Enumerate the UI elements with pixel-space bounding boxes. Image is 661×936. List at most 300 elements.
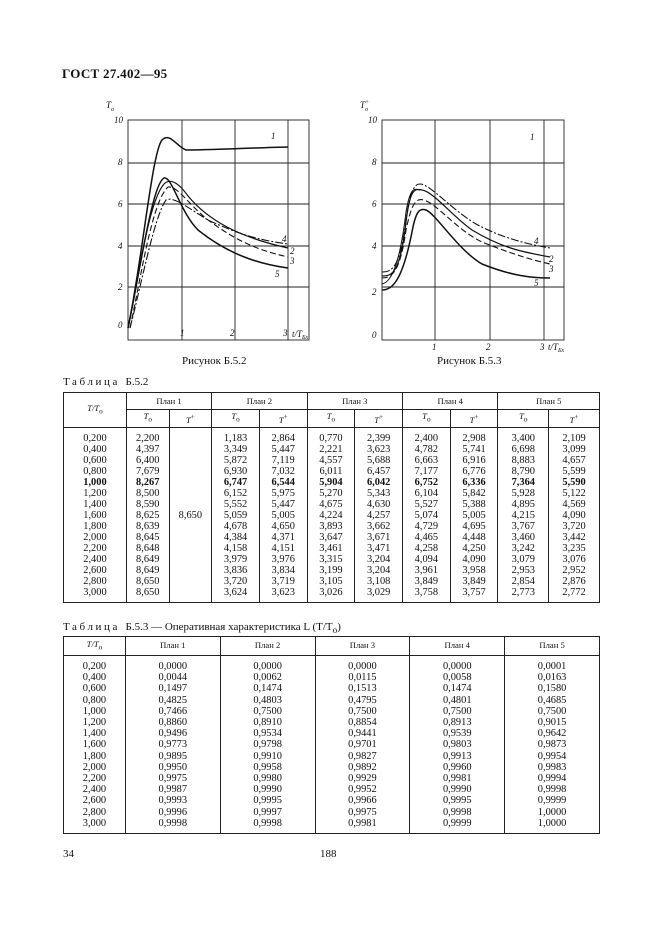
table-cell: 2,854 (511, 576, 535, 587)
table-cell: 0,9981 (442, 773, 472, 785)
curve-label-1: 1 (530, 132, 535, 142)
table-cell: 6,104 (414, 488, 439, 499)
table-cell: 5,122 (562, 488, 586, 499)
table-cell: 4,630 (366, 499, 391, 510)
y-tick: 10 (368, 115, 377, 125)
table-cell: 4,258 (414, 543, 439, 554)
table-cell: 2,800 (83, 576, 107, 587)
plan-header: План 4 (403, 393, 498, 410)
table-cell: 2,864 (271, 433, 295, 444)
col-plan1-to (126, 428, 169, 603)
table-cell: 0,9998 (158, 817, 188, 829)
table-cell: 4,090 (462, 554, 486, 565)
table-cell: 3,029 (366, 587, 391, 598)
col-plan1 (125, 656, 220, 834)
table-cell: 0,9441 (348, 728, 377, 740)
table-cell: 0,1497 (158, 683, 188, 695)
table-cell: 0,9642 (537, 728, 567, 740)
table-cell: 1,000 (83, 477, 107, 488)
table-cell: 0,800 (83, 466, 107, 477)
table-cell: 0,800 (82, 694, 107, 706)
table-cell: 0,9701 (348, 739, 377, 751)
table-cell: 6,663 (414, 455, 439, 466)
curve-5 (382, 209, 550, 290)
plan-header: План 3 (315, 637, 410, 656)
table-cell: 0,1580 (537, 683, 567, 695)
y-tick: 8 (118, 157, 123, 167)
table-cell: 8,649 (136, 554, 160, 565)
table-cell: 0,9990 (253, 784, 282, 796)
table-cell: 0,9873 (537, 739, 567, 751)
table-cell: 7,364 (511, 477, 535, 488)
table-cell: 0,4795 (348, 694, 377, 706)
table-cell: 3,079 (511, 554, 535, 565)
table-cell: 0,8910 (253, 717, 282, 729)
table-cell: 0,0000 (442, 661, 472, 672)
table-cell: 3,099 (562, 444, 586, 455)
col-plan4 (410, 656, 505, 834)
table-cell: 4,678 (223, 521, 248, 532)
col-x (64, 428, 127, 603)
table-cell: 2,400 (414, 433, 439, 444)
table-cell: 3,719 (271, 576, 295, 587)
table-cell: 0,9954 (537, 750, 567, 762)
y-tick: 2 (118, 282, 123, 292)
table-cell: 4,557 (319, 455, 343, 466)
plan-header: План 3 (307, 393, 402, 410)
figure-b53-curves (382, 184, 550, 290)
table-cell: 6,336 (462, 477, 486, 488)
table-cell: 7,119 (271, 455, 295, 466)
table-cell: 0,9998 (253, 817, 282, 829)
table-cell: 0,4825 (158, 694, 188, 706)
row-header: $T/T_о$ (64, 393, 127, 428)
table-cell: 2,200 (136, 433, 160, 444)
table-cell: 8,267 (136, 477, 160, 488)
table-cell: 2,600 (82, 795, 107, 807)
table-cell: 4,448 (462, 532, 486, 543)
table-cell: 3,647 (319, 532, 343, 543)
table-cell: 3,624 (223, 587, 248, 598)
table-cell: 0,9929 (348, 773, 377, 785)
plan-header: План 5 (498, 393, 600, 410)
table-cell: 3,400 (511, 433, 535, 444)
y-tick: 4 (372, 241, 377, 251)
page-number-left: 34 (63, 848, 74, 860)
curve-label-3: 3 (549, 264, 554, 274)
table-cell: 3,623 (271, 587, 295, 598)
table-cell: 4,224 (319, 510, 343, 521)
table-cell: 0,600 (83, 455, 107, 466)
table-cell: 5,005 (462, 510, 486, 521)
table-cell: 0,9895 (158, 750, 188, 762)
curve-2 (382, 189, 550, 276)
curve-label-1: 1 (271, 131, 276, 141)
plan-header: План 1 (126, 393, 211, 410)
table-cell: 0,9975 (158, 773, 188, 785)
table-cell: 0,200 (83, 433, 107, 444)
table-cell: 0,7500 (537, 705, 567, 717)
table-cell: 0,400 (83, 444, 107, 455)
curve-1 (128, 138, 288, 328)
table-cell: 3,108 (366, 576, 391, 587)
table-cell: 4,151 (271, 543, 295, 554)
table-cell: 5,074 (414, 510, 439, 521)
table-cell: 4,657 (562, 455, 586, 466)
table-cell: 0,9987 (158, 784, 188, 796)
table-cell: 0,9950 (158, 761, 188, 773)
table-cell: 7,032 (271, 466, 295, 477)
table-cell: 1,600 (83, 510, 107, 521)
table-cell: 0,4803 (253, 694, 282, 706)
table-cell: 0,1513 (348, 683, 377, 695)
col-plan4-to (403, 428, 451, 603)
sub-header: $T_о$ (498, 410, 549, 428)
table-cell: 3,623 (366, 444, 391, 455)
col-plan5-to (498, 428, 549, 603)
table-cell: 0,9998 (537, 784, 567, 796)
curve-2 (128, 181, 288, 328)
table-cell: 3,461 (319, 543, 343, 554)
col-plan5 (505, 656, 600, 834)
table-cell: 0,8860 (158, 717, 188, 729)
table-cell: 2,908 (462, 433, 486, 444)
table-cell: 0,9913 (442, 750, 472, 762)
table-cell: 7,177 (414, 466, 439, 477)
table-cell: 1,400 (82, 728, 107, 740)
row-header: $T/T_о$ (64, 637, 126, 656)
y-tick: 10 (114, 115, 123, 125)
table-cell: 0,9996 (158, 806, 188, 818)
table-cell: 5,590 (562, 477, 586, 488)
table-cell: 5,388 (462, 499, 486, 510)
sub-header: T+ (259, 410, 307, 428)
table-cell: 7,679 (136, 466, 160, 477)
plan-header: План 5 (505, 637, 600, 656)
figure-b52-grid (128, 120, 309, 340)
y-tick: 0 (118, 320, 123, 330)
table-cell: 3,976 (271, 554, 295, 565)
y-tick: 2 (372, 287, 377, 297)
table-cell: 0,0163 (537, 672, 567, 684)
table-cell: 4,650 (271, 521, 295, 532)
table-b53 (63, 636, 600, 834)
document-header: ГОСТ 27.402—95 (62, 66, 168, 81)
table-cell: 0,1474 (442, 683, 472, 695)
table-cell: 0,8854 (348, 717, 377, 729)
table-cell: 3,849 (462, 576, 486, 587)
table-cell: 1,400 (83, 499, 107, 510)
figure-b52-x-label: $t/T_{Бх}$ (292, 329, 309, 341)
table-cell: 3,893 (319, 521, 343, 532)
table-cell: 0,0062 (253, 672, 282, 684)
table-cell: 4,371 (271, 532, 295, 543)
table-cell: 0,8913 (442, 717, 472, 729)
table-cell: 3,076 (562, 554, 586, 565)
table-cell: 4,257 (366, 510, 391, 521)
table-cell: 5,270 (319, 488, 343, 499)
table-cell: 4,250 (462, 543, 486, 554)
curve-label-4: 4 (282, 234, 287, 244)
table-cell: 8,625 (136, 510, 160, 521)
table-cell: 2,953 (511, 565, 535, 576)
table-cell: 5,527 (414, 499, 439, 510)
table-cell: 0,9990 (442, 784, 472, 796)
table-cell: 3,979 (223, 554, 248, 565)
table-cell: 0,9015 (537, 717, 567, 729)
col-plan2-to-plus (259, 428, 307, 603)
table-cell: 1,200 (82, 717, 107, 729)
table-cell: 5,842 (462, 488, 486, 499)
table-cell: 5,343 (366, 488, 391, 499)
table-cell: 0,0115 (348, 672, 377, 684)
table-cell: 3,671 (366, 532, 391, 543)
table-cell: 6,042 (366, 477, 391, 488)
table-cell: 3,758 (414, 587, 439, 598)
table-cell: 3,349 (223, 444, 248, 455)
table-cell: 6,747 (223, 477, 248, 488)
table-cell: 5,552 (223, 499, 248, 510)
curve-label-5: 5 (534, 278, 539, 288)
table-cell: 5,059 (223, 510, 248, 521)
col-plan3-to (307, 428, 355, 603)
table-cell: 5,688 (366, 455, 391, 466)
sub-header: T+ (450, 410, 498, 428)
plan-header: План 4 (410, 637, 505, 656)
table-cell: 3,199 (319, 565, 343, 576)
table-cell: 4,675 (319, 499, 343, 510)
table-cell: 2,399 (366, 433, 391, 444)
sub-header: T+ (169, 410, 212, 428)
table-cell: 2,952 (562, 565, 586, 576)
table-cell: 0,7500 (253, 705, 282, 717)
table-cell: 8,639 (136, 521, 160, 532)
table-cell: 6,930 (223, 466, 248, 477)
sub-header: $T_о$ (126, 410, 169, 428)
sub-header: $T_о$ (307, 410, 355, 428)
col-plan3-to-plus (355, 428, 403, 603)
table-cell: 0,9997 (253, 806, 282, 818)
table-cell: 6,698 (511, 444, 535, 455)
table-cell: 5,872 (223, 455, 248, 466)
table-cell: 0,4801 (442, 694, 472, 706)
table-cell: 3,242 (511, 543, 535, 554)
table-cell: 0,9999 (537, 795, 567, 807)
table-cell: 1,000 (82, 705, 107, 717)
table-cell: 8,790 (511, 466, 535, 477)
table-cell: 3,000 (83, 587, 107, 598)
table-cell: 3,204 (366, 565, 391, 576)
table-cell: 6,011 (319, 466, 343, 477)
curve-label-4: 4 (534, 236, 539, 246)
table-cell: 0,9966 (348, 795, 377, 807)
table-cell: 0,7500 (442, 705, 472, 717)
table-cell: 0,9798 (253, 739, 282, 751)
table-cell: 3,720 (223, 576, 248, 587)
table-cell: 0,9496 (158, 728, 188, 740)
table-cell: 6,400 (136, 455, 160, 466)
table-cell: 3,834 (271, 565, 295, 576)
table-cell: 5,447 (271, 444, 295, 455)
table-cell: 0,9910 (253, 750, 282, 762)
table-cell: 4,695 (462, 521, 486, 532)
col-plan2 (220, 656, 315, 834)
table-cell: 5,741 (462, 444, 486, 455)
table-cell: 4,094 (414, 554, 439, 565)
table-cell: 1,800 (83, 521, 107, 532)
table-cell: 8,650 (136, 576, 160, 587)
figure-b53-caption: Рисунок Б.5.3 (437, 355, 502, 367)
table-cell: 0,9975 (348, 806, 377, 818)
y-tick: 6 (372, 199, 377, 209)
table-cell: 8,883 (511, 455, 535, 466)
table-cell: 3,767 (511, 521, 535, 532)
table-cell: 6,457 (366, 466, 391, 477)
table-cell: 0,0000 (348, 661, 377, 672)
table-cell: 0,9983 (537, 761, 567, 773)
table-cell: 8,648 (136, 543, 160, 554)
figure-b52-labels (106, 100, 309, 341)
x-tick: 1 (180, 328, 185, 338)
table-cell: 4,729 (414, 521, 439, 532)
table-cell: 0,7500 (348, 705, 377, 717)
table-cell: 0,9539 (442, 728, 472, 740)
table-cell: 5,447 (271, 499, 295, 510)
figure-b53-x-label: $t/T_{Бх}$ (548, 342, 565, 354)
figure-b53 (362, 92, 582, 354)
curve-3 (130, 187, 288, 328)
table-cell: 6,152 (223, 488, 248, 499)
table-cell: 6,752 (414, 477, 439, 488)
curve-label-2: 2 (549, 254, 554, 264)
table-cell: 8,500 (136, 488, 160, 499)
curve-label-2: 2 (290, 246, 295, 256)
table-cell: 5,975 (271, 488, 295, 499)
table-cell: 0,9981 (348, 817, 377, 829)
table-cell: 3,442 (562, 532, 586, 543)
table-cell: 0,200 (82, 661, 107, 672)
table-cell: 3,961 (414, 565, 439, 576)
table-cell: 3,460 (511, 532, 535, 543)
table-cell: 4,895 (511, 499, 535, 510)
table-cell: 0,9952 (348, 784, 377, 796)
table-cell: 2,400 (83, 554, 107, 565)
table-cell: 2,772 (562, 587, 586, 598)
y-tick: 8 (372, 157, 377, 167)
table-cell: 4,397 (136, 444, 160, 455)
table-cell: 3,958 (462, 565, 486, 576)
sub-header: T+ (549, 410, 600, 428)
table-cell: 0,9993 (158, 795, 188, 807)
table-cell: 4,782 (414, 444, 439, 455)
table-cell: 0,9960 (442, 761, 472, 773)
table-cell: 3,000 (82, 817, 107, 829)
x-tick: 2 (230, 328, 235, 338)
curve-4 (382, 184, 550, 272)
table-cell: 2,773 (511, 587, 535, 598)
table-cell: 6,776 (462, 466, 486, 477)
table-cell: 1,800 (82, 750, 107, 762)
table-cell: 5,599 (562, 466, 586, 477)
table-cell: 3,105 (319, 576, 343, 587)
table-cell: 0,9827 (348, 750, 377, 762)
table-cell: 2,200 (82, 773, 107, 785)
table-cell: 3,026 (319, 587, 343, 598)
table-cell: 2,876 (562, 576, 586, 587)
col-plan3 (315, 656, 410, 834)
y-tick: 6 (118, 199, 123, 209)
table-cell: 8,649 (136, 565, 160, 576)
table-cell: 6,544 (271, 477, 295, 488)
table-cell: 1,0000 (537, 817, 567, 829)
table-cell: 0,0001 (537, 661, 567, 672)
table-cell: 8,645 (136, 532, 160, 543)
table-cell: 2,000 (83, 532, 107, 543)
x-tick: 2 (486, 342, 491, 352)
table-cell: 3,757 (462, 587, 486, 598)
table-cell: 0,9995 (442, 795, 472, 807)
table-cell: 3,720 (562, 521, 586, 532)
page-number-center: 188 (320, 848, 337, 860)
table-cell: 0,9773 (158, 739, 188, 751)
figure-b53-y-label: T+ o (360, 100, 370, 113)
table-cell: 0,9892 (348, 761, 377, 773)
x-tick: 1 (432, 342, 437, 352)
table-cell: 0,9803 (442, 739, 472, 751)
table-cell: 5,928 (511, 488, 535, 499)
table-cell: 3,315 (319, 554, 343, 565)
table-cell: 0,4685 (537, 694, 567, 706)
plan-header: План 2 (220, 637, 315, 656)
table-cell: 0,9994 (537, 773, 567, 785)
table-cell: 8,590 (136, 499, 160, 510)
table-cell: 0,400 (82, 672, 107, 684)
figure-b52 (108, 92, 323, 352)
table-cell: 4,465 (414, 532, 439, 543)
table-cell: 0,0000 (253, 661, 282, 672)
table-cell: 4,158 (223, 543, 248, 554)
table-cell: 0,600 (82, 683, 107, 695)
table-cell: 2,800 (82, 806, 107, 818)
table-cell: 0,9958 (253, 761, 282, 773)
table-cell: 0,9998 (442, 806, 472, 818)
table-cell: 3,235 (562, 543, 586, 554)
curve-5 (128, 178, 288, 328)
table-cell: 2,400 (82, 784, 107, 796)
col-plan1-to-plus: 8,650 (169, 428, 212, 603)
table-cell: 2,600 (83, 565, 107, 576)
table-cell: 2,109 (562, 433, 586, 444)
table-cell: 4,215 (511, 510, 535, 521)
table-cell: 2,221 (319, 444, 343, 455)
table-cell: 6,916 (462, 455, 486, 466)
table-cell: 5,005 (271, 510, 295, 521)
table-cell: 1,600 (82, 739, 107, 751)
sub-header: $T_о$ (212, 410, 260, 428)
table-cell: 3,204 (366, 554, 391, 565)
table-cell: 1,183 (223, 433, 248, 444)
table-cell: 3,662 (366, 521, 391, 532)
col-x (64, 656, 126, 834)
plan-header: План 1 (125, 637, 220, 656)
table-cell: 4,384 (223, 532, 248, 543)
table-cell: 8,650 (136, 587, 160, 598)
table-cell: 3,836 (223, 565, 248, 576)
table-cell: 1,0000 (537, 806, 567, 818)
table-cell: 0,770 (319, 433, 343, 444)
y-tick: 0 (372, 330, 377, 340)
table-cell: 3,471 (366, 543, 391, 554)
